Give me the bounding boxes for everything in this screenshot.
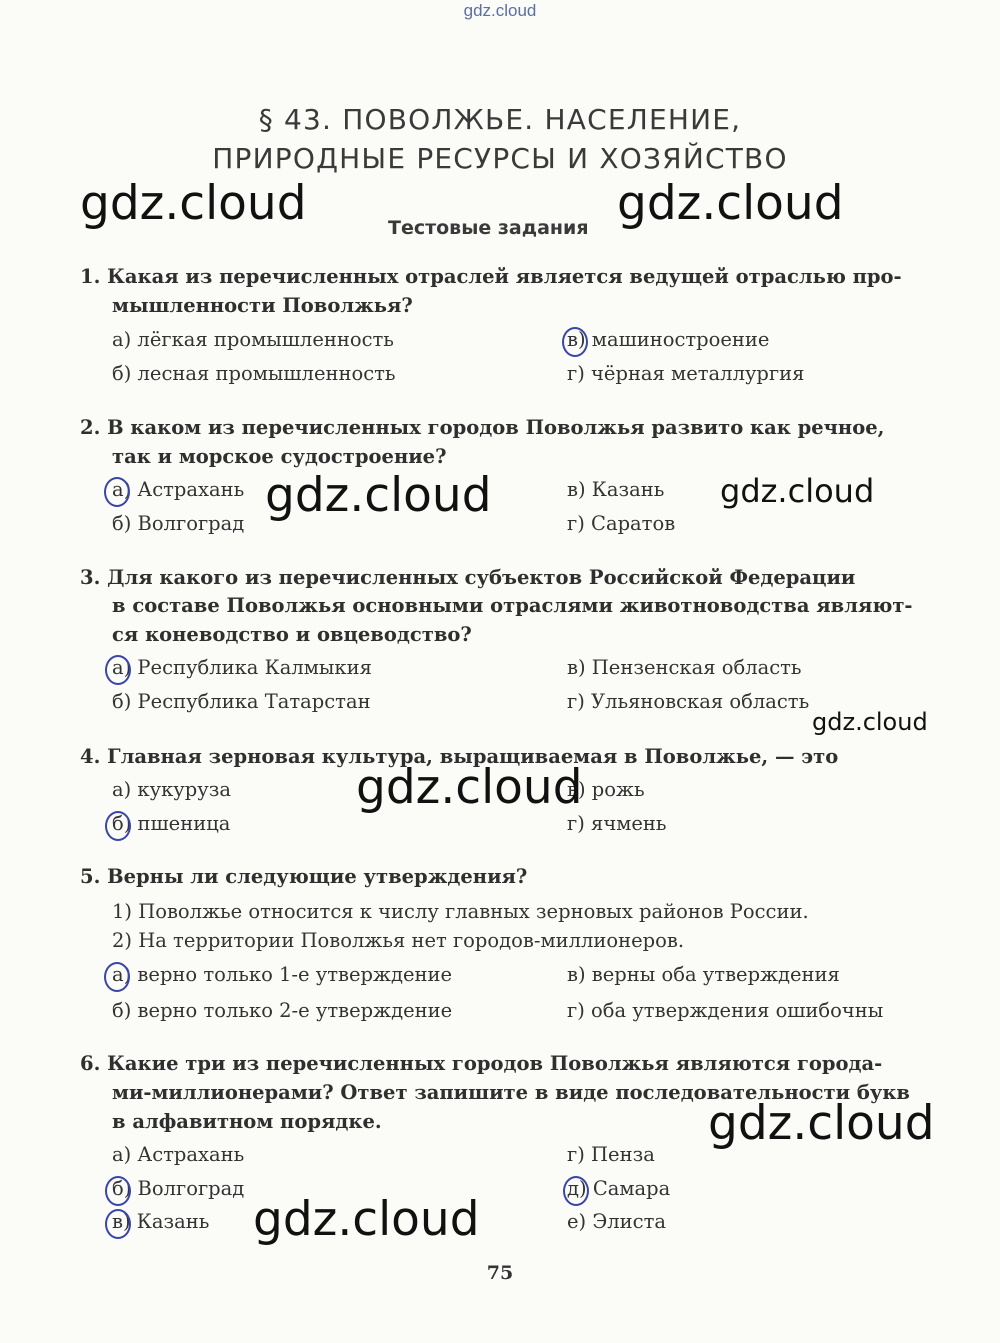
answer-circle-q1: [562, 327, 588, 357]
watermark-7: gdz.cloud: [708, 1096, 935, 1151]
question-4-line-1: 4. Главная зерновая культура, выращиваемая в Поволжье, — это: [80, 745, 839, 768]
question-1-option-b: б) лесная промышленность: [112, 362, 396, 385]
answer-circle-q6-d: [563, 1176, 589, 1206]
question-1-line-2: мышленности Поволжья?: [112, 294, 413, 317]
question-3-line-1: 3. Для какого из перечисленных субъектов Российской Федерации: [80, 566, 856, 589]
page-number: 75: [486, 1262, 514, 1284]
watermark-5: gdz.cloud: [812, 708, 928, 736]
question-6-option-a: а) Астрахань: [112, 1143, 245, 1166]
question-1-option-a: а) лёгкая промышленность: [112, 328, 394, 351]
question-2-option-g: г) Саратов: [567, 512, 676, 535]
question-6-line-2: ми-миллионерами? Ответ запишите в виде последовательности букв: [112, 1081, 910, 1104]
question-4-option-b: б) пшеница: [112, 812, 231, 835]
question-4-option-g: г) ячмень: [567, 812, 667, 835]
question-1-option-g: г) чёрная металлургия: [567, 362, 805, 385]
section-title-line1: § 43. ПОВОЛЖЬЕ. НАСЕЛЕНИЕ,: [258, 103, 742, 136]
question-5-option-v: в) верны оба утверждения: [567, 963, 840, 986]
question-5-statement-2: 2) На территории Поволжья нет городов-миллионеров.: [112, 929, 685, 952]
watermark-6: gdz.cloud: [356, 760, 583, 815]
question-6-line-3: в алфавитном порядке.: [112, 1110, 382, 1133]
section-title-line2: ПРИРОДНЫЕ РЕСУРСЫ И ХОЗЯЙСТВО: [212, 142, 788, 175]
question-5-statement-1: 1) Поволжье относится к числу главных зерновых районов России.: [112, 900, 809, 923]
watermark-4: gdz.cloud: [720, 472, 875, 510]
answer-circle-q3: [105, 655, 131, 685]
answer-circle-q4: [105, 811, 131, 841]
question-6-option-e: е) Элиста: [567, 1210, 666, 1233]
question-2-line-1: 2. В каком из перечисленных городов Поволжья развито как речное,: [80, 416, 885, 439]
question-6-option-d: д) Самара: [567, 1177, 671, 1200]
question-3-line-2: в составе Поволжья основными отраслями животноводства являют-: [112, 594, 913, 617]
question-3-line-3: ся коневодство и овцеводство?: [112, 623, 472, 646]
watermark-3: gdz.cloud: [265, 468, 492, 523]
question-5-option-b: б) верно только 2-е утверждение: [112, 999, 453, 1022]
question-6-line-1: 6. Какие три из перечисленных городов Поволжья являются города-: [80, 1052, 883, 1075]
watermark-2: gdz.cloud: [617, 176, 844, 231]
question-2-option-v: в) Казань: [567, 478, 665, 501]
question-6-option-v: в) Казань: [112, 1210, 210, 1233]
subtitle: Тестовые задания: [388, 217, 589, 239]
question-2-option-a: а) Астрахань: [112, 478, 245, 501]
answer-circle-q6-v: [105, 1209, 131, 1239]
question-5-option-g: г) оба утверждения ошибочны: [567, 999, 884, 1022]
question-3-option-b: б) Республика Татарстан: [112, 690, 371, 713]
question-5-option-a: а) верно только 1-е утверждение: [112, 963, 453, 986]
site-watermark-top: gdz.cloud: [463, 1, 537, 20]
question-1-option-v: в) машиностроение: [567, 328, 770, 351]
question-2-line-2: так и морское судостроение?: [112, 445, 447, 468]
watermark-1: gdz.cloud: [80, 176, 307, 231]
watermark-8: gdz.cloud: [253, 1192, 480, 1247]
answer-circle-q5: [104, 962, 130, 992]
question-5-line-1: 5. Верны ли следующие утверждения?: [80, 865, 528, 888]
question-3-option-g: г) Ульяновская область: [567, 690, 810, 713]
question-4-option-a: а) кукуруза: [112, 778, 231, 801]
question-3-option-a: а) Республика Калмыкия: [112, 656, 372, 679]
question-6-option-g: г) Пенза: [567, 1143, 655, 1166]
question-3-option-v: в) Пензенская область: [567, 656, 802, 679]
question-2-option-b: б) Волгоград: [112, 512, 245, 535]
answer-circle-q6-b: [105, 1176, 131, 1206]
question-4-option-v: в) рожь: [567, 778, 645, 801]
answer-circle-q2: [104, 477, 130, 507]
question-1-line-1: 1. Какая из перечисленных отраслей является ведущей отраслью про-: [80, 265, 902, 288]
question-6-option-b: б) Волгоград: [112, 1177, 245, 1200]
